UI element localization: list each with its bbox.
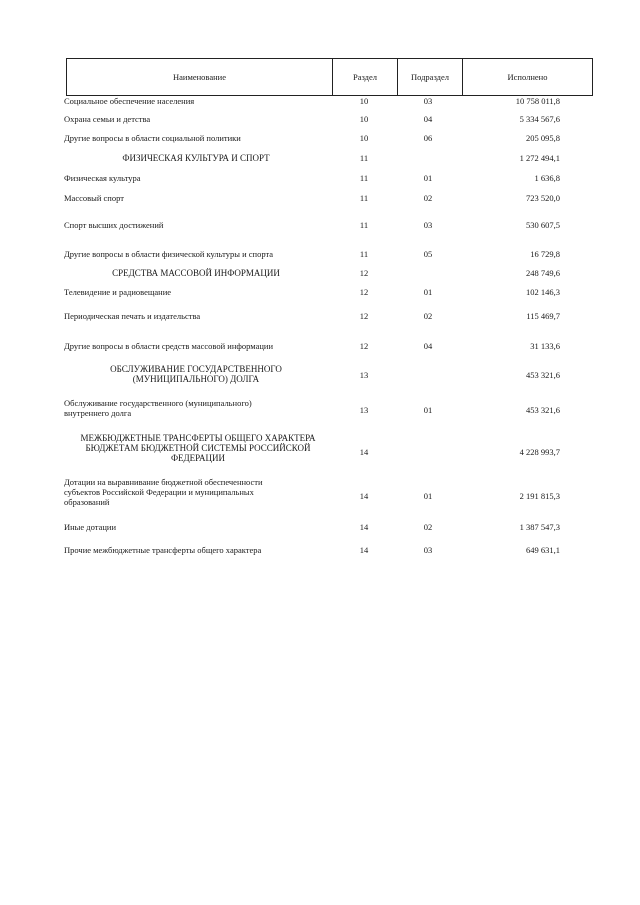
row-section: 11: [359, 153, 369, 163]
row-section: 11: [359, 249, 369, 259]
row-value: 5 334 567,6: [519, 114, 560, 124]
row-subsection: 04: [423, 114, 433, 124]
row-section: 12: [359, 311, 369, 321]
row-name: МЕЖБЮДЖЕТНЫЕ ТРАНСФЕРТЫ ОБЩЕГО ХАРАКТЕРА БЮДЖЕТАМ БЮДЖЕТНОЙ СИСТЕМЫ РОССИЙСКОЙ ФЕДЕРАЦИИ: [80, 433, 316, 463]
row-name: Массовый спорт: [64, 193, 124, 203]
row-section: 11: [359, 220, 369, 230]
row-subsection: 01: [423, 491, 433, 501]
row-name: Социальное обеспечение населения: [64, 96, 195, 106]
row-name: Периодическая печать и издательства: [64, 311, 201, 321]
row-value: 649 631,1: [526, 545, 560, 555]
row-section: 13: [359, 405, 369, 415]
row-name: Иные дотации: [64, 522, 116, 532]
row-subsection: 06: [423, 133, 433, 143]
row-value: 453 321,6: [526, 370, 560, 380]
row-section: 13: [359, 370, 369, 380]
row-subsection: 05: [423, 249, 433, 259]
row-value: 1 272 494,1: [519, 153, 560, 163]
table-header: [66, 58, 593, 96]
row-name: Охрана семьи и детства: [64, 114, 151, 124]
header-name: Наименование: [67, 59, 333, 95]
row-name: Прочие межбюджетные трансферты общего характера: [64, 545, 262, 555]
row-value: 1 636,8: [534, 173, 560, 183]
row-subsection: 04: [423, 341, 433, 351]
row-subsection: 02: [423, 522, 433, 532]
row-value: 1 387 547,3: [519, 522, 560, 532]
row-subsection: 01: [423, 287, 433, 297]
row-name: Дотации на выравнивание бюджетной обеспеченности субъектов Российской Федерации и муниципальных образований: [64, 477, 263, 507]
row-value: 530 607,5: [526, 220, 560, 230]
header-value: Исполнено: [507, 72, 548, 82]
row-section: 12: [359, 341, 369, 351]
row-name: Обслуживание государственного (муниципального) внутреннего долга: [64, 398, 252, 418]
row-value: 16 729,8: [530, 249, 560, 259]
row-section: 12: [359, 287, 369, 297]
row-section: 14: [359, 545, 369, 555]
row-value: 2 191 815,3: [519, 491, 560, 501]
row-name: Другие вопросы в области средств массовой информации: [64, 341, 273, 351]
row-name: Телевидение и радиовещание: [64, 287, 172, 297]
row-subsection: 01: [423, 405, 433, 415]
row-section: 10: [359, 114, 369, 124]
row-value: 453 321,6: [526, 405, 560, 415]
row-value: 723 520,0: [526, 193, 560, 203]
header-section: Раздел: [333, 59, 398, 95]
row-section: 12: [359, 268, 369, 278]
row-subsection: 03: [423, 220, 433, 230]
row-value: 4 228 993,7: [519, 447, 560, 457]
row-name: Физическая культура: [64, 173, 141, 183]
row-subsection: 03: [423, 545, 433, 555]
row-name: ОБСЛУЖИВАНИЕ ГОСУДАРСТВЕННОГО (МУНИЦИПАЛЬНОГО) ДОЛГА: [110, 364, 282, 384]
row-section: 11: [359, 173, 369, 183]
row-subsection: 01: [423, 173, 433, 183]
row-name: Другие вопросы в области социальной политики: [64, 133, 241, 143]
row-name: Другие вопросы в области физической культуры и спорта: [64, 249, 274, 259]
header-subsection: Подраздел: [398, 59, 463, 95]
row-section: 14: [359, 447, 369, 457]
row-value: 31 133,6: [530, 341, 560, 351]
row-subsection: 02: [423, 193, 433, 203]
row-value: 115 469,7: [526, 311, 560, 321]
row-section: 10: [359, 133, 369, 143]
row-name: ФИЗИЧЕСКАЯ КУЛЬТУРА И СПОРТ: [122, 153, 270, 163]
row-section: 11: [359, 193, 369, 203]
row-name: СРЕДСТВА МАССОВОЙ ИНФОРМАЦИИ: [112, 268, 280, 278]
row-value: 248 749,6: [526, 268, 560, 278]
row-name: Спорт высших достижений: [64, 220, 164, 230]
row-section: 10: [359, 96, 369, 106]
row-section: 14: [359, 491, 369, 501]
row-value: 102 146,3: [526, 287, 560, 297]
row-subsection: 03: [423, 96, 433, 106]
row-section: 14: [359, 522, 369, 532]
row-subsection: 02: [423, 311, 433, 321]
row-value: 205 095,8: [526, 133, 560, 143]
row-value: 10 758 011,8: [515, 96, 560, 106]
